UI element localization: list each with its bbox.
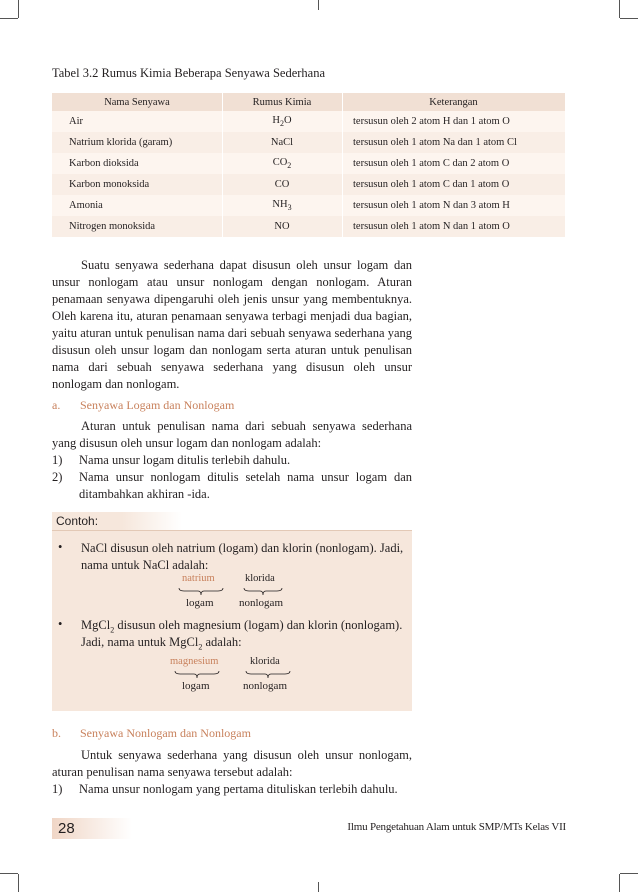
example-2-category-2: nonlogam	[243, 680, 287, 692]
table-row	[52, 216, 565, 237]
list-text: Nama unsur logam ditulis terlebih dahulu.	[79, 453, 291, 467]
compound-name: Karbon dioksida	[52, 153, 222, 174]
list-number: 2)	[52, 470, 63, 484]
crop-mark	[18, 0, 19, 18]
compound-description: tersusun oleh 1 atom N dan 1 atom O	[342, 216, 565, 237]
compound-name: Air	[52, 111, 222, 132]
table-header-row	[52, 93, 565, 111]
header-name: Nama Senyawa	[52, 93, 222, 111]
compound-formula: $CO_2$	[222, 153, 342, 174]
underbrace-icon	[245, 670, 291, 679]
compound-name: Nitrogen monoksida	[52, 216, 222, 237]
table-row	[52, 132, 565, 153]
section-a-title: Senyawa Logam dan Nonlogam	[80, 398, 235, 412]
page-number: 28	[58, 820, 75, 837]
crop-mark	[318, 882, 319, 892]
compound-description: tersusun oleh 1 atom C dan 2 atom O	[342, 153, 565, 174]
compound-description: tersusun oleh 2 atom H dan 1 atom O	[342, 111, 565, 132]
compound-formula: CO	[222, 174, 342, 195]
list-item	[52, 469, 412, 503]
section-a-letter: a.	[52, 398, 61, 412]
section-b-title: Senyawa Nonlogam dan Nonlogam	[80, 726, 251, 740]
book-title: Ilmu Pengetahuan Alam untuk SMP/MTs Kelas VII	[347, 821, 566, 833]
crop-mark	[620, 873, 638, 874]
bullet-icon: •	[58, 540, 63, 554]
list-text: Nama unsur nonlogam ditulis setelah nama unsur logam dan ditambahkan akhiran -ida.	[79, 470, 412, 501]
table-row	[52, 153, 565, 174]
example-box-rule	[52, 530, 412, 531]
underbrace-icon	[243, 587, 283, 596]
crop-mark	[0, 873, 18, 874]
list-item	[52, 781, 412, 798]
compound-description: tersusun oleh 1 atom C dan 1 atom O	[342, 174, 565, 195]
header-description: Keterangan	[342, 93, 565, 111]
compound-name: Karbon monoksida	[52, 174, 222, 195]
list-number: 1)	[52, 782, 63, 796]
crop-mark	[619, 0, 620, 18]
list-number: 1)	[52, 453, 63, 467]
example-1-category-1: logam	[186, 597, 214, 609]
intro-paragraph: Suatu senyawa sederhana dapat disusun oleh unsur logam dan unsur nonlogam atau unsur nonlogam dengan nonlogam. Aturan penamaan senyawa dipengaruhi oleh jenis unsur yang membentuknya. Oleh karena itu, aturan penamaan senyawa terbagi menjadi dua bagian, yaitu aturan untuk penulisan nama dari sebuah senyawa sederhana yang disusun oleh unsur logam dan nonlogam serta aturan untuk penulisan nama dari sebuah senyawa sederhana yang disusun oleh unsur nonlogam dan nonlogam.	[52, 258, 412, 391]
example-2-category-1: logam	[182, 680, 210, 692]
header-formula: Rumus Kimia	[222, 93, 342, 111]
example-2-line-1: MgCl$_2$ disusun oleh magnesium (logam) dan klorin (nonlogam).	[81, 618, 403, 635]
compound-name: Natrium klorida (garam)	[52, 132, 222, 153]
compound-formula: $H_2O$	[222, 111, 342, 132]
example-1-line-2: nama untuk NaCl adalah:	[81, 558, 209, 572]
table-row	[52, 195, 565, 216]
section-b-letter: b.	[52, 726, 61, 740]
underbrace-icon	[174, 670, 220, 679]
crop-mark	[318, 0, 319, 10]
bullet-icon: •	[58, 617, 63, 631]
section-a-intro: Aturan untuk penulisan nama dari sebuah senyawa sederhana yang disusun oleh unsur logam dan nonlogam adalah:	[52, 419, 412, 450]
example-label: Contoh:	[52, 512, 126, 530]
compound-formula: NaCl	[222, 132, 342, 153]
table-caption: Tabel 3.2 Rumus Kimia Beberapa Senyawa Sederhana	[52, 66, 325, 80]
example-1-line-1: NaCl disusun oleh natrium (logam) dan klorin (nonlogam). Jadi,	[81, 541, 404, 555]
compound-name: Amonia	[52, 195, 222, 216]
crop-mark	[619, 874, 620, 892]
table-divider	[222, 93, 223, 238]
crop-mark	[620, 18, 638, 19]
compound-formula: $NH_3$	[222, 195, 342, 216]
compound-formula: NO	[222, 216, 342, 237]
crop-mark	[0, 18, 18, 19]
example-2-line-2: Jadi, nama untuk MgCl$_2$ adalah:	[81, 635, 242, 652]
table-row	[52, 174, 565, 195]
example-1-word-2: klorida	[245, 573, 275, 584]
example-1-category-2: nonlogam	[239, 597, 283, 609]
example-2-word-2: klorida	[250, 656, 280, 667]
table-divider	[342, 93, 343, 238]
crop-mark	[18, 874, 19, 892]
section-b-intro: Untuk senyawa sederhana yang disusun oleh unsur nonlogam, aturan penulisan nama senyawa tersebut adalah:	[52, 748, 412, 779]
table-row	[52, 111, 565, 132]
list-item	[52, 452, 412, 469]
compound-description: tersusun oleh 1 atom N dan 3 atom H	[342, 195, 565, 216]
compound-table	[52, 93, 565, 237]
example-1-word-1: natrium	[182, 573, 215, 584]
underbrace-icon	[178, 587, 224, 596]
compound-description: tersusun oleh 1 atom Na dan 1 atom Cl	[342, 132, 565, 153]
example-label-fade	[122, 512, 182, 530]
example-2-word-1: magnesium	[170, 656, 219, 667]
list-text: Nama unsur nonlogam yang pertama dituliskan terlebih dahulu.	[79, 782, 398, 796]
